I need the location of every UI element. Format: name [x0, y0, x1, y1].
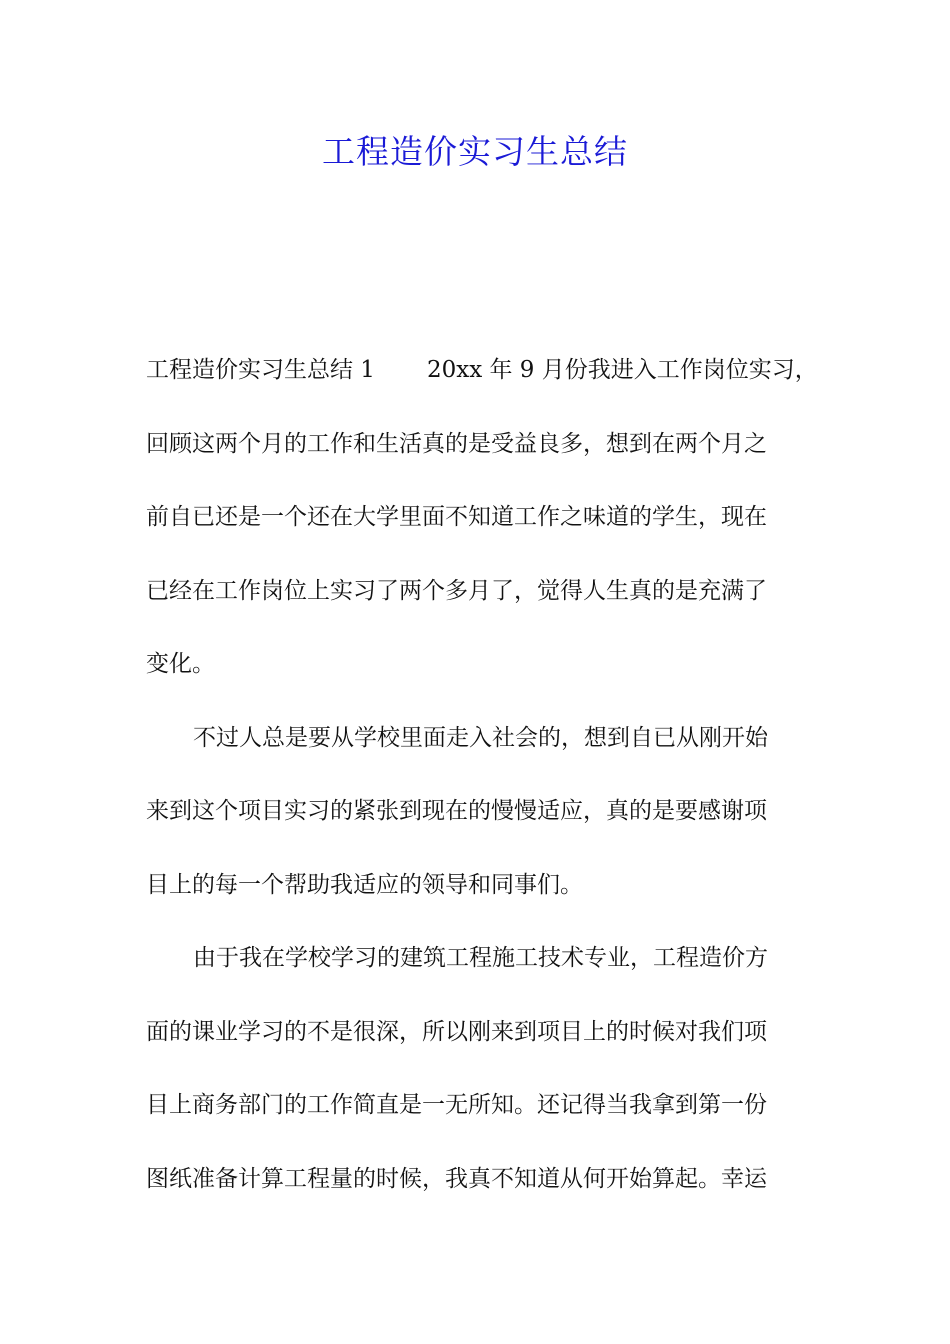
- paragraph-1-line-3: 前自已还是一个还在大学里面不知道工作之味道的学生，现在: [146, 504, 767, 530]
- document-title: 工程造价实习生总结: [322, 132, 628, 171]
- paragraph-3-line-4: 图纸准备计算工程量的时候，我真不知道从何开始算起。幸运: [146, 1165, 767, 1192]
- section-heading: 工程造价实习生总结 1: [146, 357, 375, 383]
- paragraph-2-line-2: 来到这个项目实习的紧张到现在的慢慢适应，真的是要感谢项: [146, 798, 767, 824]
- paragraph-1-line-2: 回顾这两个月的工作和生活真的是受益良多，想到在两个月之: [146, 430, 767, 457]
- document-body: [146, 334, 818, 1216]
- paragraph-2-line-1: 不过人总是要从学校里面走入社会的，想到自已从刚开始: [193, 724, 768, 751]
- paragraph-1-line-1: [146, 334, 818, 408]
- paragraph-text: 20xx 年 9 月份我进入工作岗位实习，: [426, 357, 818, 383]
- paragraph-3-line-3: 目上商务部门的工作简直是一无所知。还记得当我拿到第一份: [146, 1092, 767, 1118]
- paragraph-1-line-5: 变化。: [146, 651, 215, 677]
- paragraph-3-line-2: 面的课业学习的不是很深，所以刚来到项目上的时候对我们项: [146, 1018, 767, 1045]
- paragraph-3-line-1: 由于我在学校学习的建筑工程施工技术专业，工程造价方: [193, 945, 768, 971]
- paragraph-2-line-3: 目上的每一个帮助我适应的领导和同事们。: [146, 871, 583, 898]
- paragraph-1-line-4: 已经在工作岗位上实习了两个多月了，觉得人生真的是充满了: [146, 577, 767, 604]
